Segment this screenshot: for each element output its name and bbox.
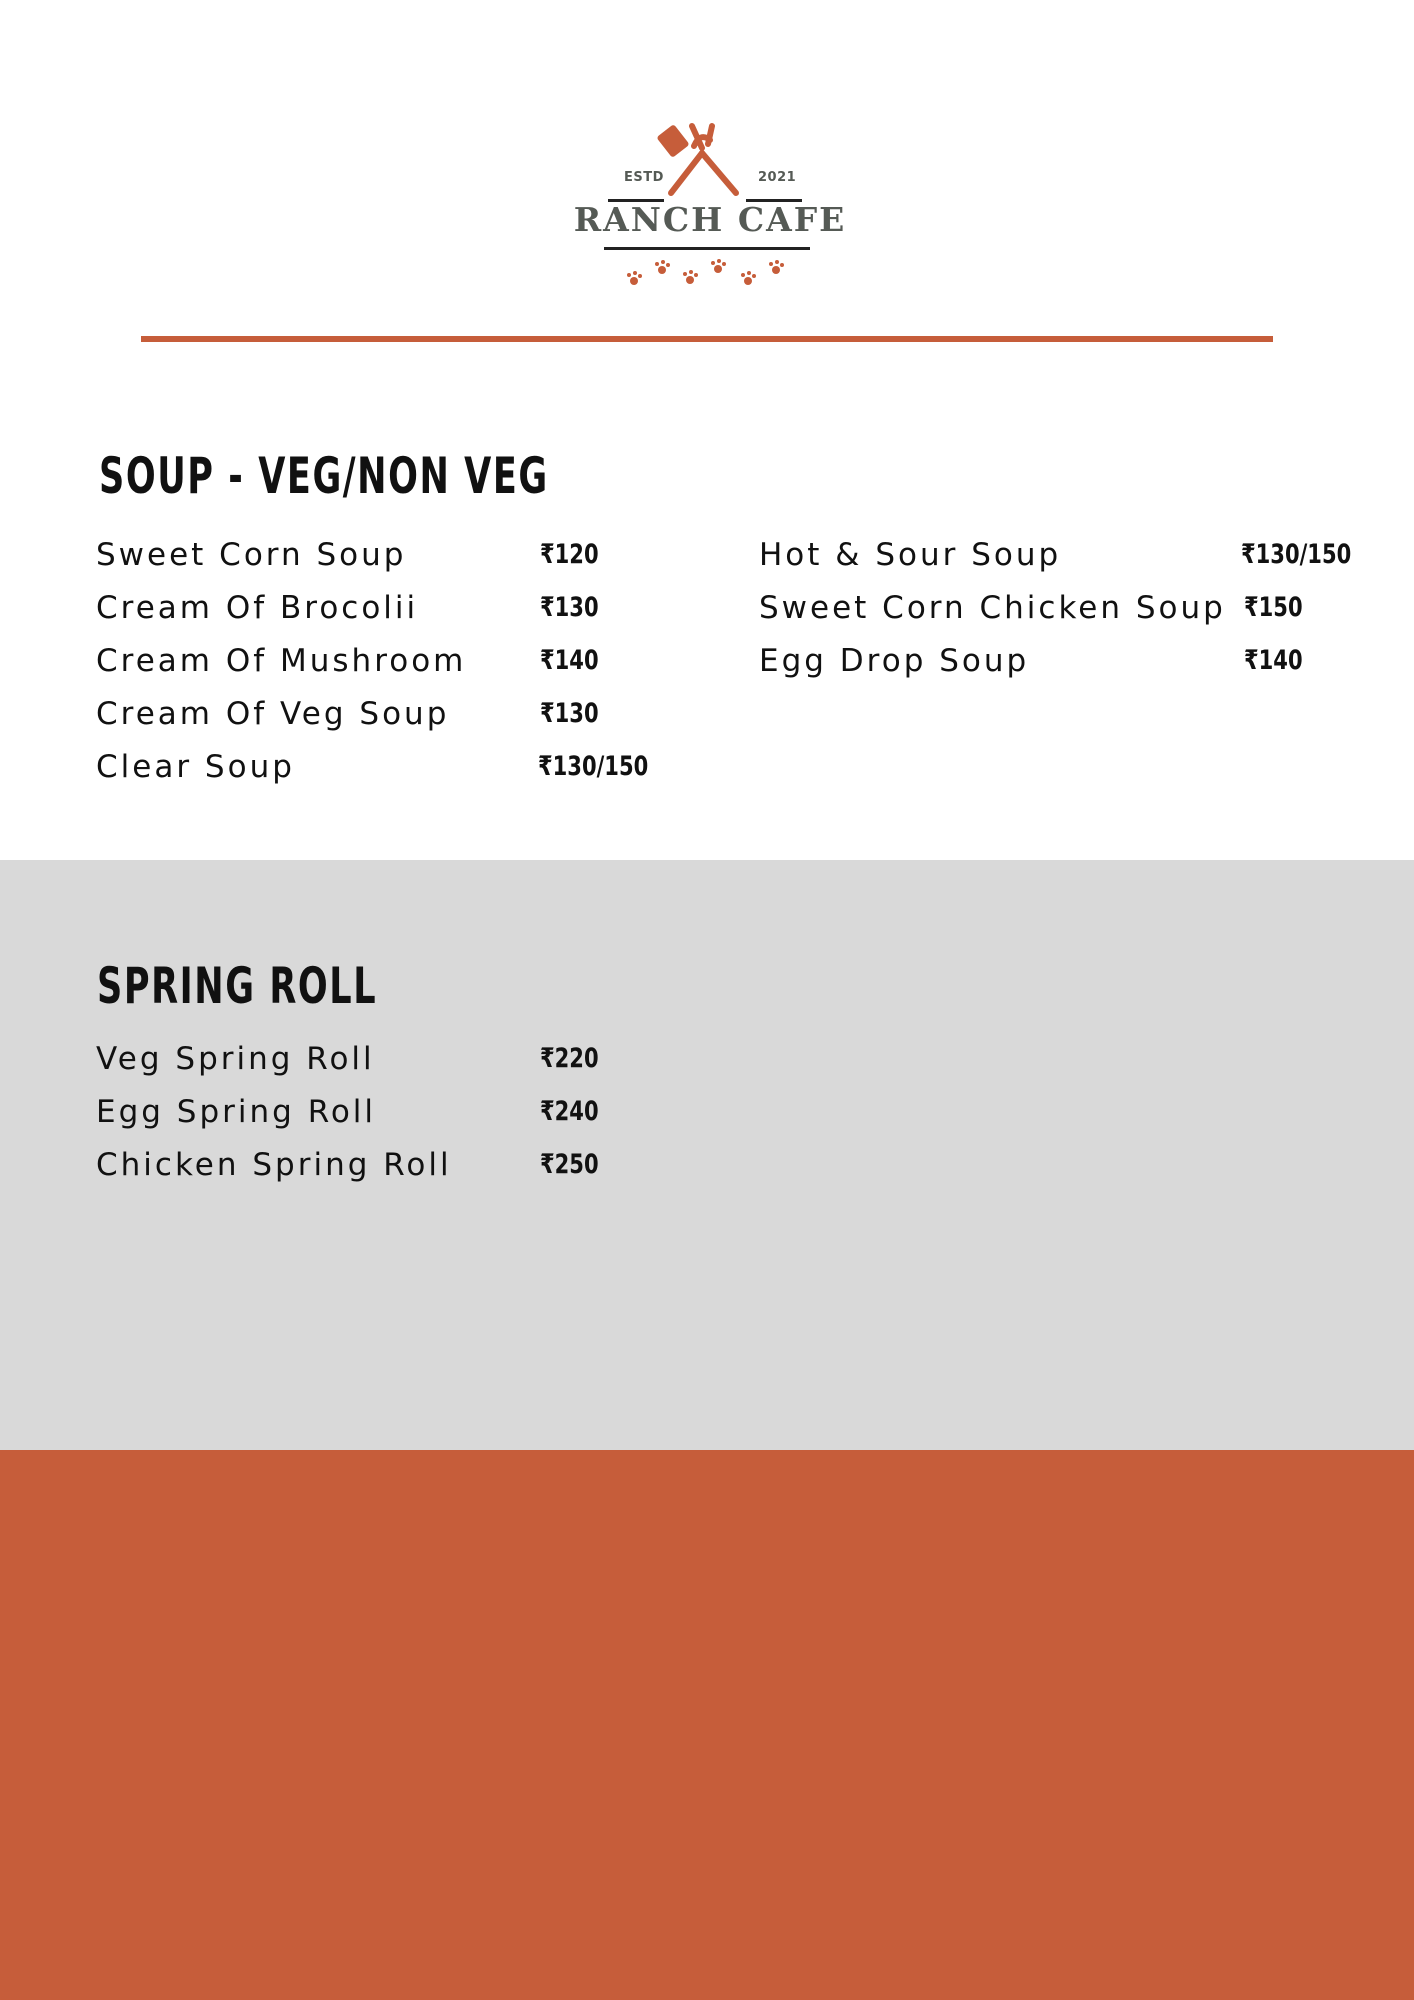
- menu-item-price: ₹150: [1244, 592, 1303, 623]
- menu-item-price: ₹130/150: [538, 751, 649, 782]
- logo-name: RANCH CAFE: [573, 200, 847, 239]
- section-title-soup: SOUP - VEG/NON VEG: [99, 447, 549, 505]
- menu-item-name: Veg Spring Roll: [96, 1041, 375, 1077]
- menu-item-name: Hot & Sour Soup: [759, 537, 1062, 573]
- menu-item-name: Cream Of Mushroom: [96, 643, 467, 679]
- menu-item-name: Cream Of Veg Soup: [96, 696, 450, 732]
- menu-item-price: ₹240: [540, 1096, 599, 1127]
- header-divider: [141, 336, 1273, 342]
- section-title-spring-roll: SPRING ROLL: [97, 957, 378, 1015]
- menu-item-name: Clear Soup: [96, 749, 295, 785]
- ranch-cafe-logo: [570, 118, 850, 298]
- menu-item-price: ₹140: [1244, 645, 1303, 676]
- menu-item-name: Sweet Corn Soup: [96, 537, 407, 573]
- menu-item-price: ₹130/150: [1241, 539, 1352, 570]
- menu-item-name: Egg Spring Roll: [96, 1094, 377, 1130]
- logo-rule-bottom: [604, 247, 810, 250]
- footer-color-band: [0, 1450, 1414, 2000]
- logo-year: 2021: [758, 170, 797, 185]
- logo-estd-label: ESTD: [624, 170, 664, 185]
- menu-item-name: Egg Drop Soup: [759, 643, 1030, 679]
- menu-item-price: ₹220: [540, 1043, 599, 1074]
- menu-item-price: ₹250: [540, 1149, 599, 1180]
- menu-item-name: Chicken Spring Roll: [96, 1147, 452, 1183]
- menu-item-name: Sweet Corn Chicken Soup: [759, 590, 1226, 626]
- menu-item-price: ₹130: [540, 592, 599, 623]
- menu-item-price: ₹130: [540, 698, 599, 729]
- menu-item-name: Cream Of Brocolii: [96, 590, 419, 626]
- menu-item-price: ₹120: [540, 539, 599, 570]
- menu-item-price: ₹140: [540, 645, 599, 676]
- paw-print-icon: [627, 259, 784, 285]
